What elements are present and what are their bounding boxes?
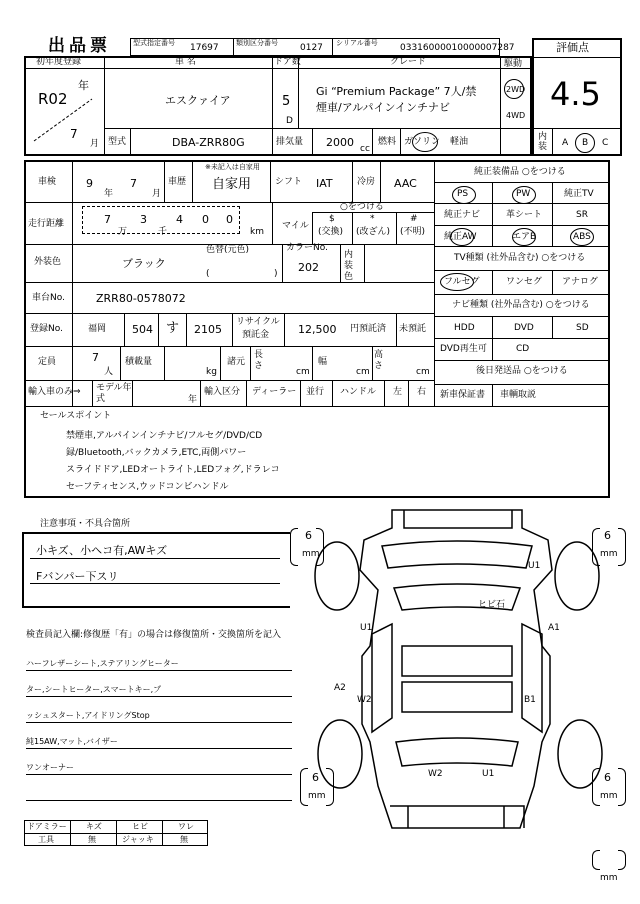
odometer-digit: 7 — [104, 213, 111, 226]
navi-sd: SD — [576, 323, 589, 333]
ac-value: AAC — [394, 177, 417, 190]
score-label: 評価点 — [556, 41, 589, 54]
chassis-value: ZRR80-0578072 — [96, 292, 186, 305]
odo-opt-1b: (交換) — [318, 227, 344, 237]
sales-line: 禁煙車,アルパインインチナビ/フルセグ/DVD/CD — [66, 431, 263, 441]
equip-ps: PS — [457, 189, 469, 199]
year-unit-2: 年 — [104, 189, 114, 199]
odometer-digit: 4 — [176, 213, 183, 226]
circle-mark — [575, 133, 595, 153]
sales-line: セーフティセンス,ウッドコンビハンドル — [66, 482, 229, 492]
serial-label: シリアル番号 — [336, 39, 378, 47]
month-unit-2: 月 — [152, 189, 162, 199]
damage-mark: U1 — [528, 561, 541, 571]
tv-title: TV種類 (社外品含む) ○をつける — [454, 253, 586, 263]
color-no: 202 — [298, 261, 319, 274]
first-reg-month: 7 — [70, 127, 78, 141]
odo-opt-3b: (不明) — [400, 227, 426, 237]
displacement-label: 排気量 — [276, 137, 304, 147]
damage-mark: ヒビ石 — [478, 600, 506, 610]
history-label: 車歴 — [168, 177, 187, 187]
docs-manual: 車輌取説 — [500, 390, 537, 400]
reg-no: 2105 — [194, 323, 222, 336]
notes-title: 注意事項・不具合箇所 — [40, 519, 131, 529]
capacity-unit: 人 — [104, 367, 114, 377]
reg-area: 福岡 — [88, 324, 107, 334]
nen-unit: 年 — [188, 395, 198, 405]
recycle-amount: 12,500 — [298, 323, 337, 336]
odometer-digit: 0 — [202, 213, 209, 226]
mm-unit: mm — [308, 791, 326, 801]
handle-left: 左 — [393, 387, 403, 397]
recycle-label-1: リサイクル — [236, 317, 280, 327]
tire-bracket — [618, 768, 626, 806]
recycle-yen: 円預託済 — [350, 324, 387, 334]
sales-line: スライドドア,LEDオートライト,LEDフォグ,ドラレコ — [66, 465, 280, 475]
capacity-value: 7 — [92, 351, 99, 364]
odo-opts-note: ○をつける — [340, 202, 384, 212]
height-label: 高さ — [374, 350, 384, 371]
cc-unit: cc — [360, 144, 370, 154]
color-value: ブラック — [122, 257, 166, 270]
car-diagram — [312, 506, 612, 846]
color-paren-close: ) — [274, 269, 278, 279]
serial-no: 03316000010000007287 — [400, 43, 515, 53]
bottom-header: ヒビ — [132, 822, 148, 831]
tire-depth-fl: 6 — [305, 529, 312, 542]
model-label: 型式 — [108, 137, 127, 147]
cm-unit: cm — [296, 367, 310, 377]
inspector-line: ワンオーナー — [26, 763, 74, 772]
dvd-play-label: DVD再生可 — [440, 344, 487, 354]
car-name: エスクァイア — [165, 94, 231, 107]
damage-mark: U1 — [482, 769, 495, 779]
man-unit: 万 — [118, 227, 128, 237]
km-unit: km — [250, 227, 264, 237]
color-label: 外装色 — [34, 257, 62, 267]
mile-label: マイル — [282, 221, 309, 231]
sales-line: 録/Bluetooth,バックカメラ,ETC,両側パワー — [66, 448, 247, 458]
navi-title: ナビ種類 (社外品含む) ○をつける — [452, 300, 590, 310]
shift-label: シフト — [275, 177, 303, 187]
sales-title: セールスポイント — [40, 411, 112, 421]
doors-value: 5 — [282, 94, 291, 109]
mm-unit: mm — [600, 549, 618, 559]
equip-pw: PW — [516, 189, 531, 199]
odo-opt-1: $ — [329, 214, 335, 224]
year-unit: 年 — [78, 79, 89, 92]
handle-right: 右 — [417, 387, 427, 397]
note-line: 小キズ、小ヘコ有,AWキズ — [36, 544, 168, 557]
fuel-value: ガソリン — [404, 137, 441, 147]
damage-mark: W2 — [428, 769, 443, 779]
history-value: 自家用 — [212, 177, 252, 192]
tv-analog: アナログ — [562, 277, 599, 287]
length-label: 長さ — [254, 350, 264, 371]
tire-bracket — [290, 528, 298, 566]
inspector-line: ッシュスタート,アイドリングStop — [26, 711, 150, 720]
mm-unit: mm — [600, 873, 618, 883]
title: 出品票 — [48, 36, 111, 56]
docs-warranty: 新車保証書 — [440, 390, 486, 400]
mm-unit: mm — [600, 791, 618, 801]
odo-opt-3: # — [410, 214, 418, 224]
bottom-value: 無 — [180, 835, 188, 844]
drive-label: 駆動 — [504, 59, 523, 69]
inspector-line: ター,シートヒーター,スマートキー,プ — [26, 685, 162, 694]
damage-mark: B1 — [524, 695, 536, 705]
first-reg-era: R02 — [38, 90, 68, 108]
handle-label: ハンドル — [340, 387, 377, 397]
color-paren-open: ( — [206, 269, 210, 279]
history-note: ※未記入は自家用 — [205, 163, 260, 171]
inspector-title: 検査員記入欄:修復歴「有」の場合は修復箇所・交換箇所を記入 — [26, 630, 282, 640]
bottom-header: キズ — [86, 822, 102, 831]
odometer-digit: 0 — [226, 213, 233, 226]
bottom-value: 無 — [88, 835, 96, 844]
name-label: 車 名 — [175, 57, 196, 67]
import-label: 輸入車のみ⇒ — [28, 387, 81, 397]
cm-unit: cm — [356, 367, 370, 377]
drive-4wd: 4WD — [506, 111, 526, 120]
tv-oneseg: ワンセグ — [506, 277, 543, 287]
class-label: 類別区分番号 — [236, 39, 278, 47]
reg-label: 登録No. — [30, 324, 63, 334]
navi-dvd: DVD — [514, 323, 534, 333]
bottom-value: ジャッキ — [122, 835, 154, 844]
model-spec-label: 型式指定番号 — [133, 39, 175, 47]
tire-depth-rr: 6 — [604, 771, 611, 784]
equipment-title: 純正装備品 ○をつける — [474, 167, 566, 177]
note-line: Fバンパー下スリ — [36, 570, 119, 583]
tire-bracket — [300, 768, 308, 806]
interior-label: 内装 — [538, 132, 548, 152]
damage-mark: U1 — [360, 623, 373, 633]
d-mark: D — [286, 116, 293, 126]
grade-label: グレード — [390, 57, 427, 67]
shaken-month: 7 — [130, 177, 137, 190]
sen-unit: 千 — [158, 227, 168, 237]
tire-bracket — [618, 850, 626, 870]
reg-class: 504 — [132, 323, 153, 336]
model-year-label: モデル年式 — [96, 383, 132, 404]
equip-aw: 純正AW — [444, 232, 477, 242]
equip-leather: 革シート — [506, 210, 543, 220]
reg-kana: す — [166, 321, 180, 336]
color-no-label: カラーNo. — [286, 243, 328, 253]
diagonal-line — [30, 95, 100, 145]
model-spec-no: 17697 — [190, 43, 219, 53]
tire-bracket — [618, 528, 626, 566]
navi-hdd: HDD — [454, 323, 475, 333]
inspector-line: ハーフレザーシート,ステアリングヒーター — [26, 659, 179, 668]
ac-label: 冷房 — [357, 177, 376, 187]
equip-sr: SR — [576, 210, 588, 220]
equip-airbag: エアB — [512, 232, 537, 242]
bottom-value: 工具 — [38, 835, 54, 844]
interior-c: C — [602, 138, 609, 148]
equip-tv: 純正TV — [564, 189, 594, 199]
light-oil: 軽油 — [450, 137, 469, 147]
odometer-label: 走行距離 — [28, 219, 65, 229]
doors-label: ドア数 — [274, 57, 301, 67]
capacity-label: 定員 — [38, 357, 57, 367]
int-color-label: 内装色 — [344, 250, 354, 282]
odo-opt-2: * — [370, 214, 375, 224]
dvd-play-value: CD — [516, 344, 530, 354]
month-unit: 月 — [90, 139, 100, 149]
parallel-option: 並行 — [306, 387, 325, 397]
dealer-option: ディーラー — [252, 387, 297, 397]
interior-b: B — [582, 138, 589, 148]
drive-2wd: 2WD — [506, 85, 526, 94]
color-header: 色替(元色) — [206, 245, 250, 255]
bottom-header: ドアミラー — [27, 822, 67, 831]
recycle-label-2: 預託金 — [242, 330, 270, 340]
inspector-line: 純15AW,マット,バイザー — [26, 737, 118, 746]
first-reg-label: 初年度登録 — [36, 57, 82, 67]
model-value: DBA-ZRR80G — [172, 136, 245, 149]
tire-depth-rl: 6 — [312, 771, 319, 784]
chassis-label: 車台No. — [32, 293, 65, 303]
shaken-label: 車検 — [38, 177, 57, 187]
interior-a: A — [562, 138, 569, 148]
shift-value: IAT — [316, 177, 333, 190]
odometer-digit: 3 — [140, 213, 147, 226]
equip-navi: 純正ナビ — [444, 210, 481, 220]
tire-depth-fr: 6 — [604, 529, 611, 542]
grade-line-2: 煙車/アルパインインチナビ — [316, 101, 450, 114]
tire-bracket — [592, 850, 600, 870]
shaken-year: 9 — [86, 177, 93, 190]
equip-abs: ABS — [573, 232, 591, 242]
damage-mark: A2 — [334, 683, 346, 693]
damage-mark: A1 — [548, 623, 560, 633]
cm-unit: cm — [416, 367, 430, 377]
mm-unit: mm — [302, 549, 320, 559]
bottom-header: ワレ — [178, 822, 194, 831]
recycle-not: 未預託 — [399, 324, 427, 334]
width-label: 幅 — [318, 357, 328, 367]
import-type-label: 輸入区分 — [204, 387, 241, 397]
dimensions-label: 諸元 — [227, 357, 246, 367]
score-value: 4.5 — [550, 75, 601, 113]
grade-line-1: Gi “Premium Package” 7人/禁 — [316, 85, 477, 98]
odo-opt-2b: (改ざん) — [356, 227, 391, 237]
damage-mark: W2 — [357, 695, 372, 705]
load-label: 積載量 — [125, 357, 153, 367]
docs-title: 後日発送品 ○をつける — [476, 366, 568, 376]
class-no: 0127 — [300, 43, 323, 53]
displacement-value: 2000 — [326, 136, 354, 149]
fuel-label: 燃料 — [378, 137, 397, 147]
kg-unit: kg — [206, 367, 217, 377]
tv-fullseg: フルセグ — [444, 277, 480, 287]
